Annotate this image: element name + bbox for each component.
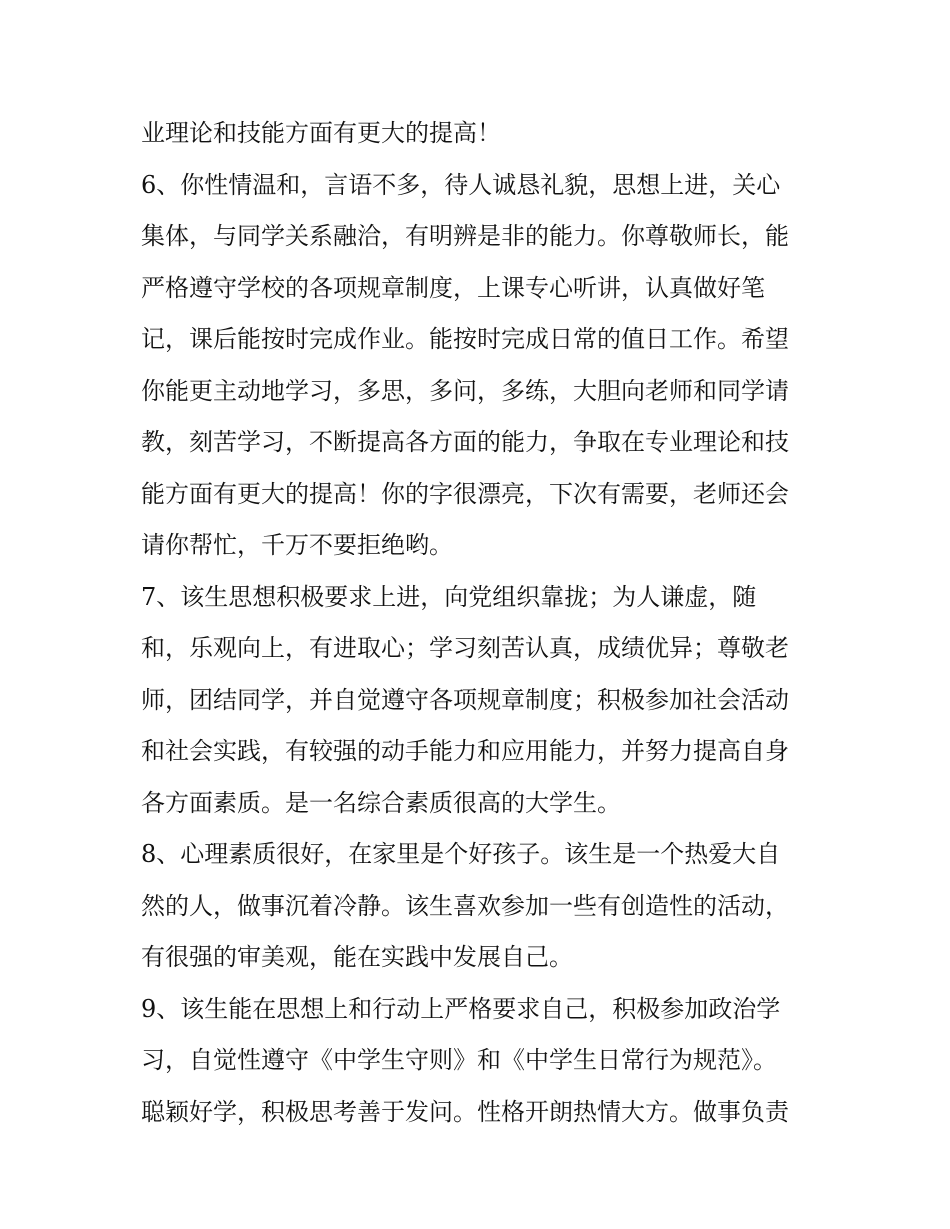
text-line: 师，团结同学，并自觉遵守各项规章制度；积极参加社会活动 xyxy=(141,685,789,714)
text-line: 8、心理素质很好，在家里是个好孩子。该生是一个热爱大自 xyxy=(141,840,781,868)
text-line: 习，自觉性遵守《中学生守则》和《中学生日常行为规范》。 xyxy=(141,1046,777,1074)
text-line: 你能更主动地学习，多思，多问，多练，大胆向老师和同学请 xyxy=(141,376,789,405)
text-line: 记，课后能按时完成作业。能按时完成日常的值日工作。希望 xyxy=(141,325,789,353)
text-line: 请你帮忙，千万不要拒绝哟。 xyxy=(141,531,453,559)
text-line: 和，乐观向上，有进取心；学习刻苦认真，成绩优异；尊敬老 xyxy=(141,634,789,662)
body-text xyxy=(141,108,831,1138)
text-line: 教，刻苦学习，不断提高各方面的能力，争取在专业理论和技 xyxy=(141,428,789,456)
text-line: 各方面素质。是一名综合素质很高的大学生。 xyxy=(141,788,621,817)
text-line: 业理论和技能方面有更大的提高！ xyxy=(141,119,501,147)
text-line: 7、该生思想积极要求上进，向党组织靠拢；为人谦虚，随 xyxy=(141,582,757,611)
text-line: 有很强的审美观，能在实践中发展自己。 xyxy=(141,943,573,971)
text-line: 严格遵守学校的各项规章制度，上课专心听讲，认真做好笔 xyxy=(141,273,765,302)
text-line: 聪颖好学，积极思考善于发问。性格开朗热情大方。做事负责 xyxy=(141,1097,789,1126)
text-line: 6、你性情温和，言语不多，待人诚恳礼貌，思想上进，关心 xyxy=(141,170,781,199)
text-line: 能方面有更大的提高！你的字很漂亮，下次有需要，老师还会 xyxy=(141,479,789,508)
text-line: 9、该生能在思想上和行动上严格要求自己，积极参加政治学 xyxy=(141,994,781,1023)
text-line: 和社会实践，有较强的动手能力和应用能力，并努力提高自身 xyxy=(141,737,789,765)
text-line: 然的人，做事沉着冷静。该生喜欢参加一些有创造性的活动， xyxy=(141,891,789,920)
text-line: 集体，与同学关系融洽，有明辨是非的能力。你尊敬师长，能 xyxy=(141,222,789,250)
